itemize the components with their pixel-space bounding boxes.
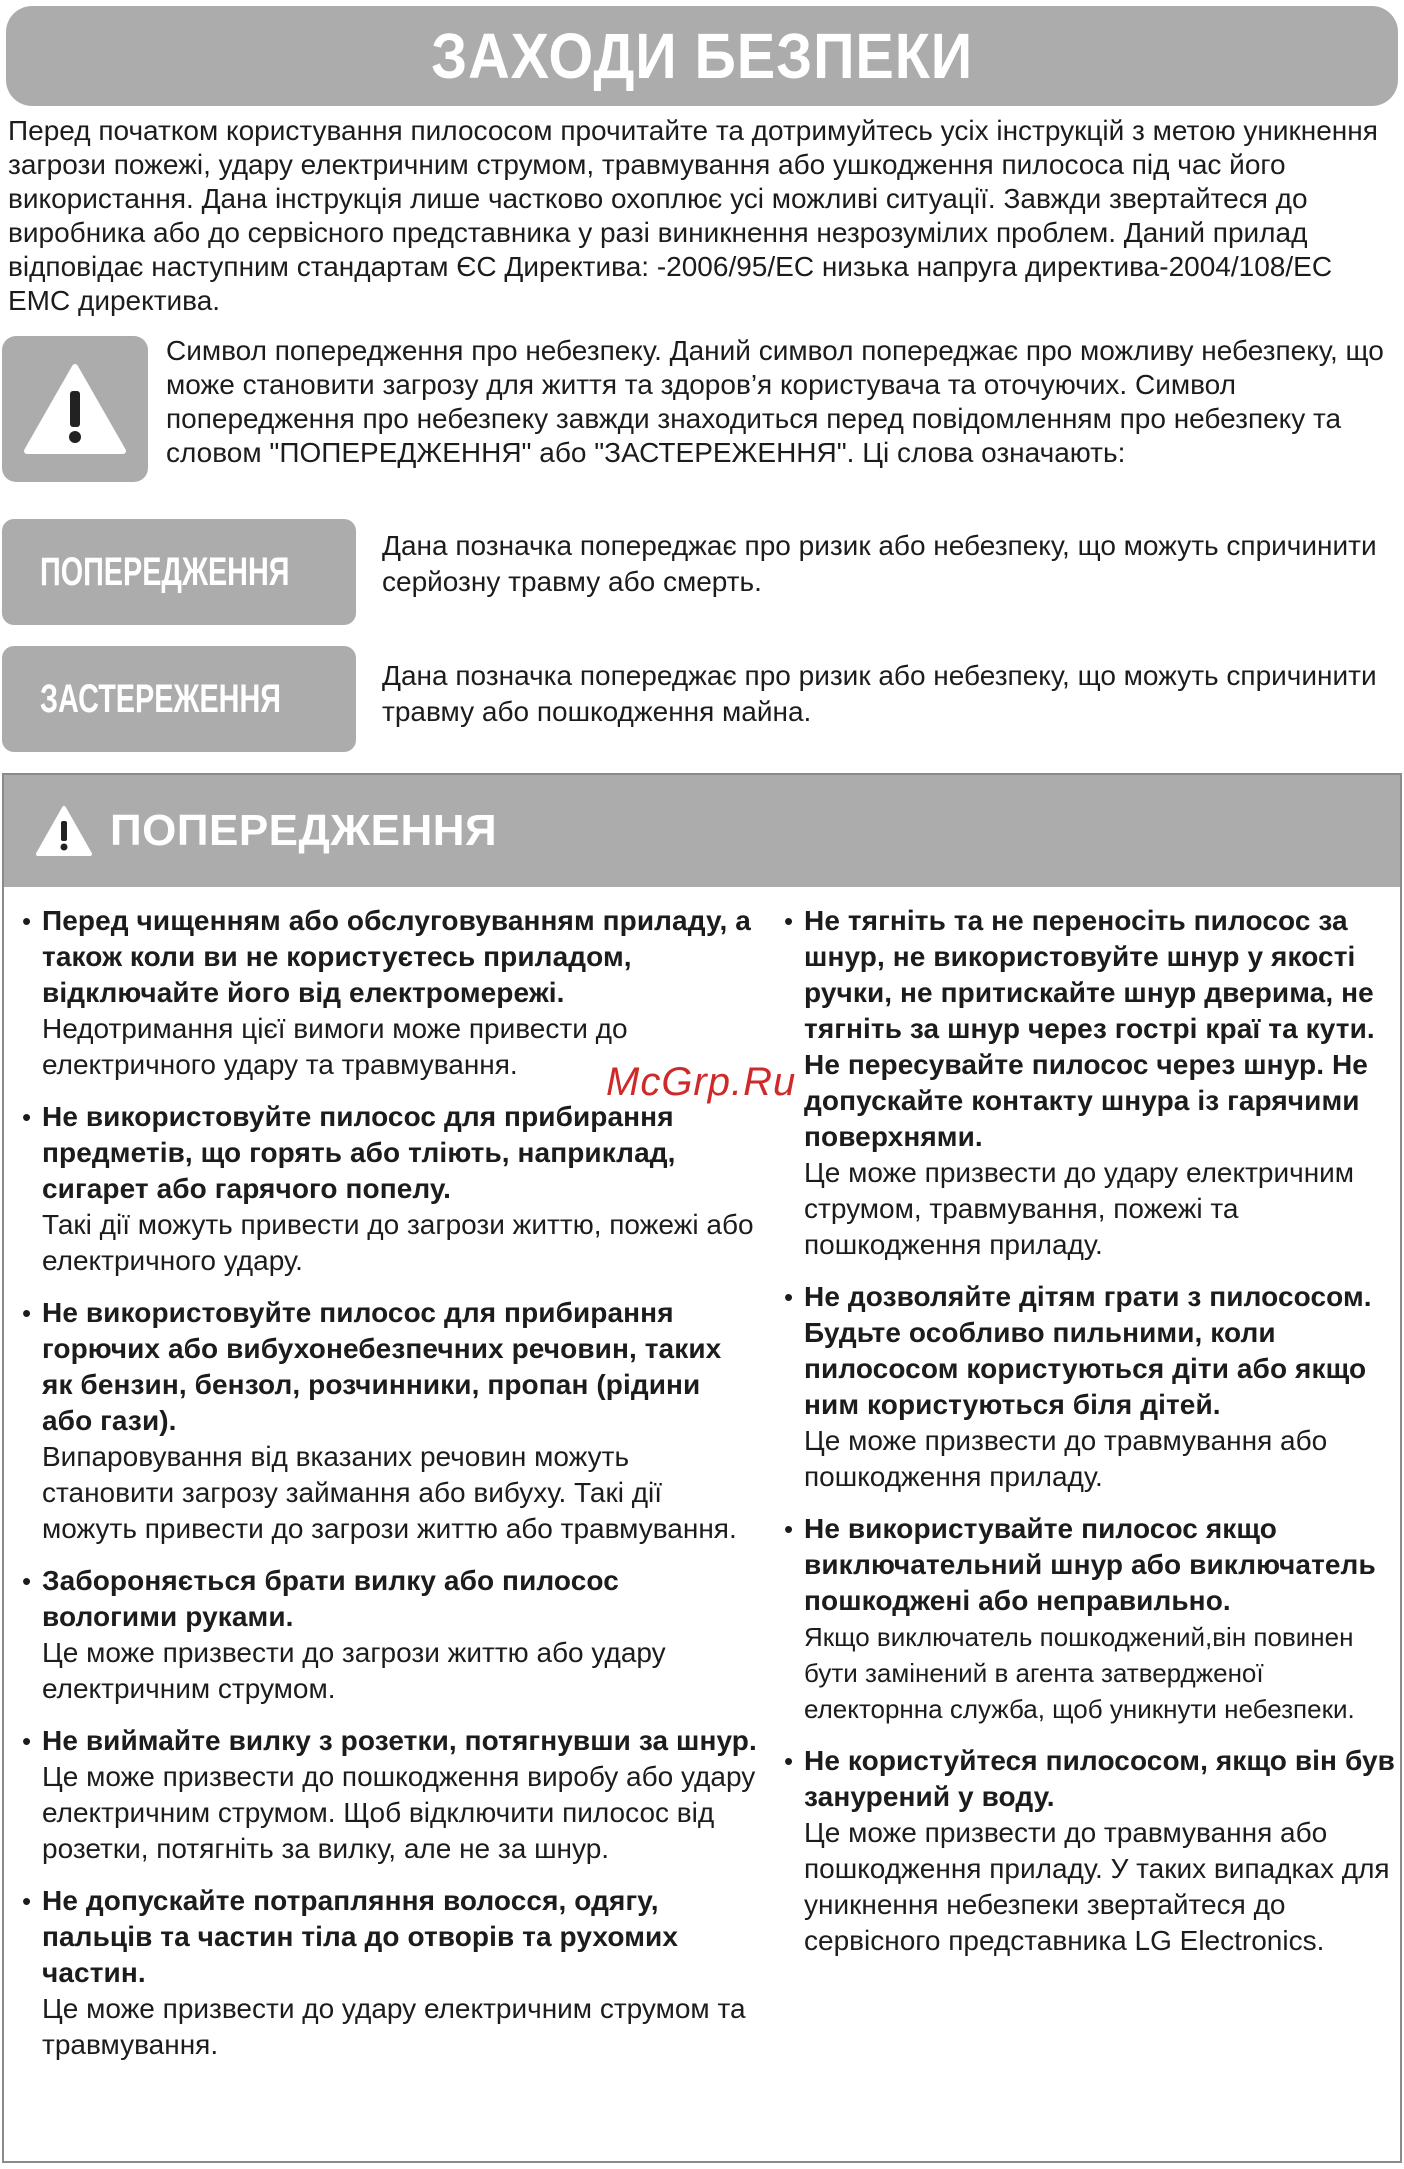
bullet: • bbox=[784, 906, 794, 936]
warning-panel-title: ПОПЕРЕДЖЕННЯ bbox=[110, 806, 498, 855]
item-consequence: Це може призвести до удару електричним струмом та травмування. bbox=[42, 1993, 746, 2060]
list-item bbox=[780, 1743, 1404, 1959]
bullet: • bbox=[22, 1566, 32, 1596]
item-consequence: Це може призвести до травмування або пошкодження приладу. У таких випадках для уникнення небезпеки звертайтеся до сервісного представника LG Electronics. bbox=[804, 1817, 1390, 1956]
bullet: • bbox=[22, 906, 32, 936]
badge-caution-description: Дана позначка попереджає про ризик або небезпеку, що можуть спричинити травму або пошкодження майна. bbox=[382, 660, 1377, 727]
warning-symbol-box bbox=[2, 336, 148, 482]
warning-panel bbox=[2, 773, 1402, 2163]
item-consequence: Це може призвести до пошкодження виробу або удару електричним струмом. Щоб відключити пилосос від розетки, потягніть за вилку, але не за шнур. bbox=[42, 1761, 756, 1864]
title-bar bbox=[6, 6, 1398, 106]
item-instruction: Забороняється брати вилку або пилосос вологими руками. bbox=[42, 1565, 619, 1632]
item-consequence: Якщо виключатель пошкоджений,він повинен бути замінений в агента затвердженої електорнна служба, щоб уникнути небезпеки. bbox=[804, 1622, 1355, 1724]
item-consequence: Це може призвести до удару електричним струмом, травмування, пожежі та пошкодження приладу. bbox=[804, 1157, 1355, 1260]
item-consequence: Це може призвести до загрози життю або удару електричним струмом. bbox=[42, 1637, 666, 1704]
item-consequence: Такі дії можуть привести до загрози життю, пожежі або електричного удару. bbox=[42, 1209, 754, 1276]
warning-triangle-icon bbox=[22, 361, 128, 457]
badge-caution bbox=[2, 646, 356, 752]
item-consequence: Це може призвести до травмування або пошкодження приладу. bbox=[804, 1425, 1328, 1492]
item-consequence: Недотримання цієї вимоги може привести до електричного удару та травмування. bbox=[42, 1013, 628, 1080]
bullet: • bbox=[22, 1102, 32, 1132]
item-instruction: Не тягніть та не переносіть пилосос за шнур, не використовуйте шнур у якості ручки, не притискайте шнур дверима, не тягніть за шнур через гострі краї та кути. Не пересувайте пилосос через шнур. Не допускайте контакту шнура із гарячими поверхнями. bbox=[804, 905, 1375, 1152]
symbol-description: Символ попередження про небезпеку. Даний символ попереджає про можливу небезпеку, що може становити загрозу для життя та здоров’я користувача та оточуючих. Символ попередження про небезпеку завжди знаходиться перед повідомленням про небезпеку та словом "ПОПЕРЕДЖЕННЯ" або "ЗАСТЕРЕЖЕННЯ". Ці слова означають: bbox=[166, 335, 1384, 468]
list-item bbox=[780, 1511, 1404, 1727]
item-instruction: Перед чищенням або обслуговуванням приладу, а також коли ви не користуєтесь приладом, відключайте його від електромережі. bbox=[42, 905, 751, 1008]
watermark: McGrp.Ru bbox=[606, 1060, 797, 1104]
list-item bbox=[18, 903, 758, 1083]
warning-column-right bbox=[780, 903, 1404, 1975]
item-instruction: Не користуйтеся пилососом, якщо він був занурений у воду. bbox=[804, 1745, 1395, 1812]
list-item bbox=[18, 1563, 758, 1707]
list-item bbox=[780, 1279, 1404, 1495]
intro-paragraph: Перед початком користування пилососом прочитайте та дотримуйтесь усіх інструкцій з метою уникнення загрози пожежі, удару електричним струмом, травмування або ушкодження пилососа під час його використання. Дана інструкція лише частково охоплює усі можливі ситуації. Завжди звертайтеся до виробника або до сервісного представника у разі виникнення незрозумілих проблем. Даний прилад відповідає наступним стандартам ЄС Директива: -2006/95/ЕС низька напруга директива-2004/108/ЕС ЕМС директива. bbox=[8, 115, 1378, 316]
page-title: ЗАХОДИ БЕЗПЕКИ bbox=[431, 20, 973, 92]
bullet: • bbox=[784, 1282, 794, 1312]
bullet: • bbox=[22, 1886, 32, 1916]
item-instruction: Не допускайте потрапляння волосся, одягу, пальців та частин тіла до отворів та рухомих частин. bbox=[42, 1885, 678, 1988]
item-consequence: Випаровування від вказаних речовин можуть становити загрозу займання або вибуху. Такі дії можуть привести до загрози життю або травмування. bbox=[42, 1441, 737, 1544]
item-instruction: Не використувайте пилосос якщо виключательний шнур або виключатель пошкоджені або неправильно. bbox=[804, 1513, 1376, 1616]
item-instruction: Не використовуйте пилосос для прибирання предметів, що горять або тліють, наприклад, сигарет або гарячого попелу. bbox=[42, 1101, 676, 1204]
bullet: • bbox=[22, 1726, 32, 1756]
list-item bbox=[18, 1883, 758, 2063]
bullet: • bbox=[784, 1746, 794, 1776]
warning-panel-header bbox=[4, 775, 1400, 887]
list-item bbox=[780, 903, 1404, 1263]
item-instruction: Не використовуйте пилосос для прибирання горючих або вибухонебезпечних речовин, таких як бензин, бензол, розчинники, пропан (рідини або гази). bbox=[42, 1297, 722, 1436]
badge-warning bbox=[2, 519, 356, 625]
list-item bbox=[18, 1099, 758, 1279]
list-item bbox=[18, 1295, 758, 1547]
badge-warning-description: Дана позначка попереджає про ризик або небезпеку, що можуть спричинити серйозну травму або смерть. bbox=[382, 530, 1377, 597]
item-instruction: Не виймайте вилку з розетки, потягнувши за шнур. bbox=[42, 1725, 757, 1756]
item-instruction: Не дозволяйте дітям грати з пилососом. Будьте особливо пильними, коли пилососом користуються діти або якщо ним користуються біля дітей. bbox=[804, 1281, 1372, 1420]
bullet: • bbox=[22, 1298, 32, 1328]
badge-label: ЗАСТЕРЕЖЕННЯ bbox=[40, 676, 281, 721]
badge-label: ПОПЕРЕДЖЕННЯ bbox=[40, 549, 290, 594]
list-item bbox=[18, 1723, 758, 1867]
bullet: • bbox=[784, 1514, 794, 1544]
warning-triangle-icon bbox=[34, 804, 94, 858]
